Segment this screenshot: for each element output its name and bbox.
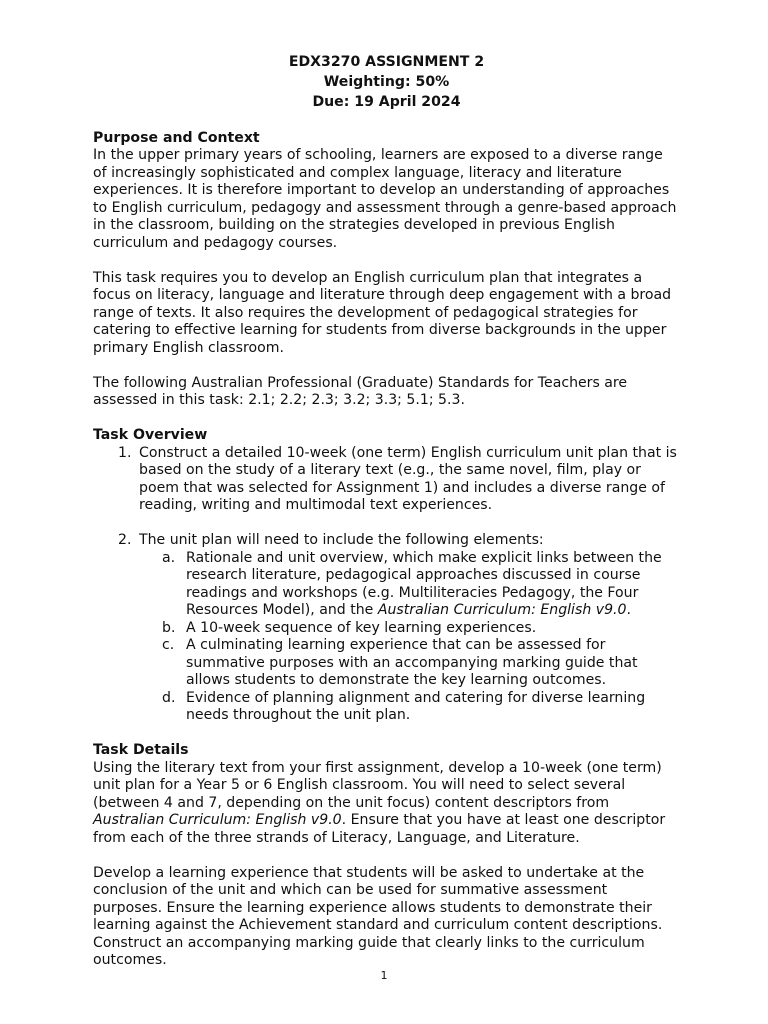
overview-item-2-text: The unit plan will need to include the following elements:: [139, 532, 544, 548]
details-p1-end: . Ensure that you have at least one descriptor from each of the three strands of Literacy, Language, and Literature.: [93, 812, 666, 846]
details-p1-start: Using the literary text from your first assignment, develop a 10-week (one term) unit plan for a Year 5 or 6 English classroom. You will need to select several (between 4 and 7, depending on the unit focus) content descriptors from: [93, 759, 662, 811]
assignment-weighting: Weighting: 50%: [323, 74, 450, 90]
element-item-c: [93, 637, 680, 690]
assignment-title: EDX3270 ASSIGNMENT 2: [288, 54, 485, 70]
details-p1-curriculum-title: Australian Curriculum: English v9.0: [93, 812, 342, 828]
list-marker: c.: [162, 637, 175, 653]
purpose-paragraph-1: In the upper primary years of schooling, learners are exposed to a diverse range of increasingly sophisticated and complex language, literacy and literature experiences. It is therefore important to develop an understanding of approaches to English curriculum, pedagogy and assessment through a genre-based approach in the classroom, building on the strategies developed in previous English curriculum and pedagogy courses.: [93, 147, 677, 251]
element-a-curriculum-title: Australian Curriculum: English v9.0: [377, 602, 627, 618]
element-a-text: Rationale and unit overview, which make explicit links between the research literature, pedagogical approaches discussed in course readings and workshops (e.g. Multiliteracies Pedagogy, the Four Resources Model), and the: [186, 549, 662, 618]
overview-item-1: [93, 445, 680, 515]
details-heading: Task Details: [93, 742, 189, 758]
element-a-end: .: [626, 602, 631, 618]
document-header: [93, 52, 680, 112]
list-marker: a.: [162, 549, 176, 566]
overview-list-2: [93, 532, 680, 550]
element-c-text: A culminating learning experience that can be assessed for summative purposes with an accompanying marking guide that allows students to demonstrate the key learning outcomes.: [186, 637, 638, 688]
overview-item-2: [93, 532, 680, 550]
element-item-b: [93, 620, 680, 638]
details-paragraph-2: Develop a learning experience that students will be asked to undertake at the conclusion of the unit and which can be used for summative assessment purposes. Ensure the learning experience allows students to demonstrate their learning against the Achievement standard and curriculum content descriptions. Construct an accompanying marking guide that clearly links to the curriculum outcomes.: [93, 864, 663, 968]
purpose-paragraph-2: This task requires you to develop an English curriculum plan that integrates a focus on literacy, language and literature through deep engagement with a broad range of texts. It also requires the development of pedagogical strategies for catering to effective learning for students from diverse backgrounds in the upper primary English classroom.: [93, 269, 672, 356]
overview-list: [93, 445, 680, 515]
overview-item-1-text: Construct a detailed 10-week (one term) English curriculum unit plan that is based on the study of a literary text (e.g., the same novel, film, play or poem that was selected for Assignment 1) and includes a diverse range of reading, writing and multimodal text experiences.: [139, 444, 677, 513]
overview-heading: Task Overview: [93, 427, 208, 443]
list-marker: d.: [162, 689, 176, 706]
list-marker: 2.: [118, 532, 132, 548]
element-item-d: [93, 690, 680, 725]
details-paragraph-1: [93, 760, 680, 848]
element-item-a: [93, 550, 680, 620]
assignment-due-date: Due: 19 April 2024: [312, 94, 461, 110]
element-b-text: A 10-week sequence of key learning experiences.: [186, 619, 537, 636]
page-number: 1: [380, 969, 388, 982]
list-marker: b.: [162, 619, 176, 636]
element-d-text: Evidence of planning alignment and catering for diverse learning needs throughout the unit plan.: [186, 689, 646, 723]
list-marker: 1.: [118, 444, 132, 461]
elements-sublist: [93, 550, 680, 725]
purpose-paragraph-3: The following Australian Professional (Graduate) Standards for Teachers are assessed in this task: 2.1; 2.2; 2.3; 3.2; 3.3; 5.1; 5.3.: [93, 374, 628, 408]
purpose-heading: Purpose and Context: [93, 129, 260, 146]
